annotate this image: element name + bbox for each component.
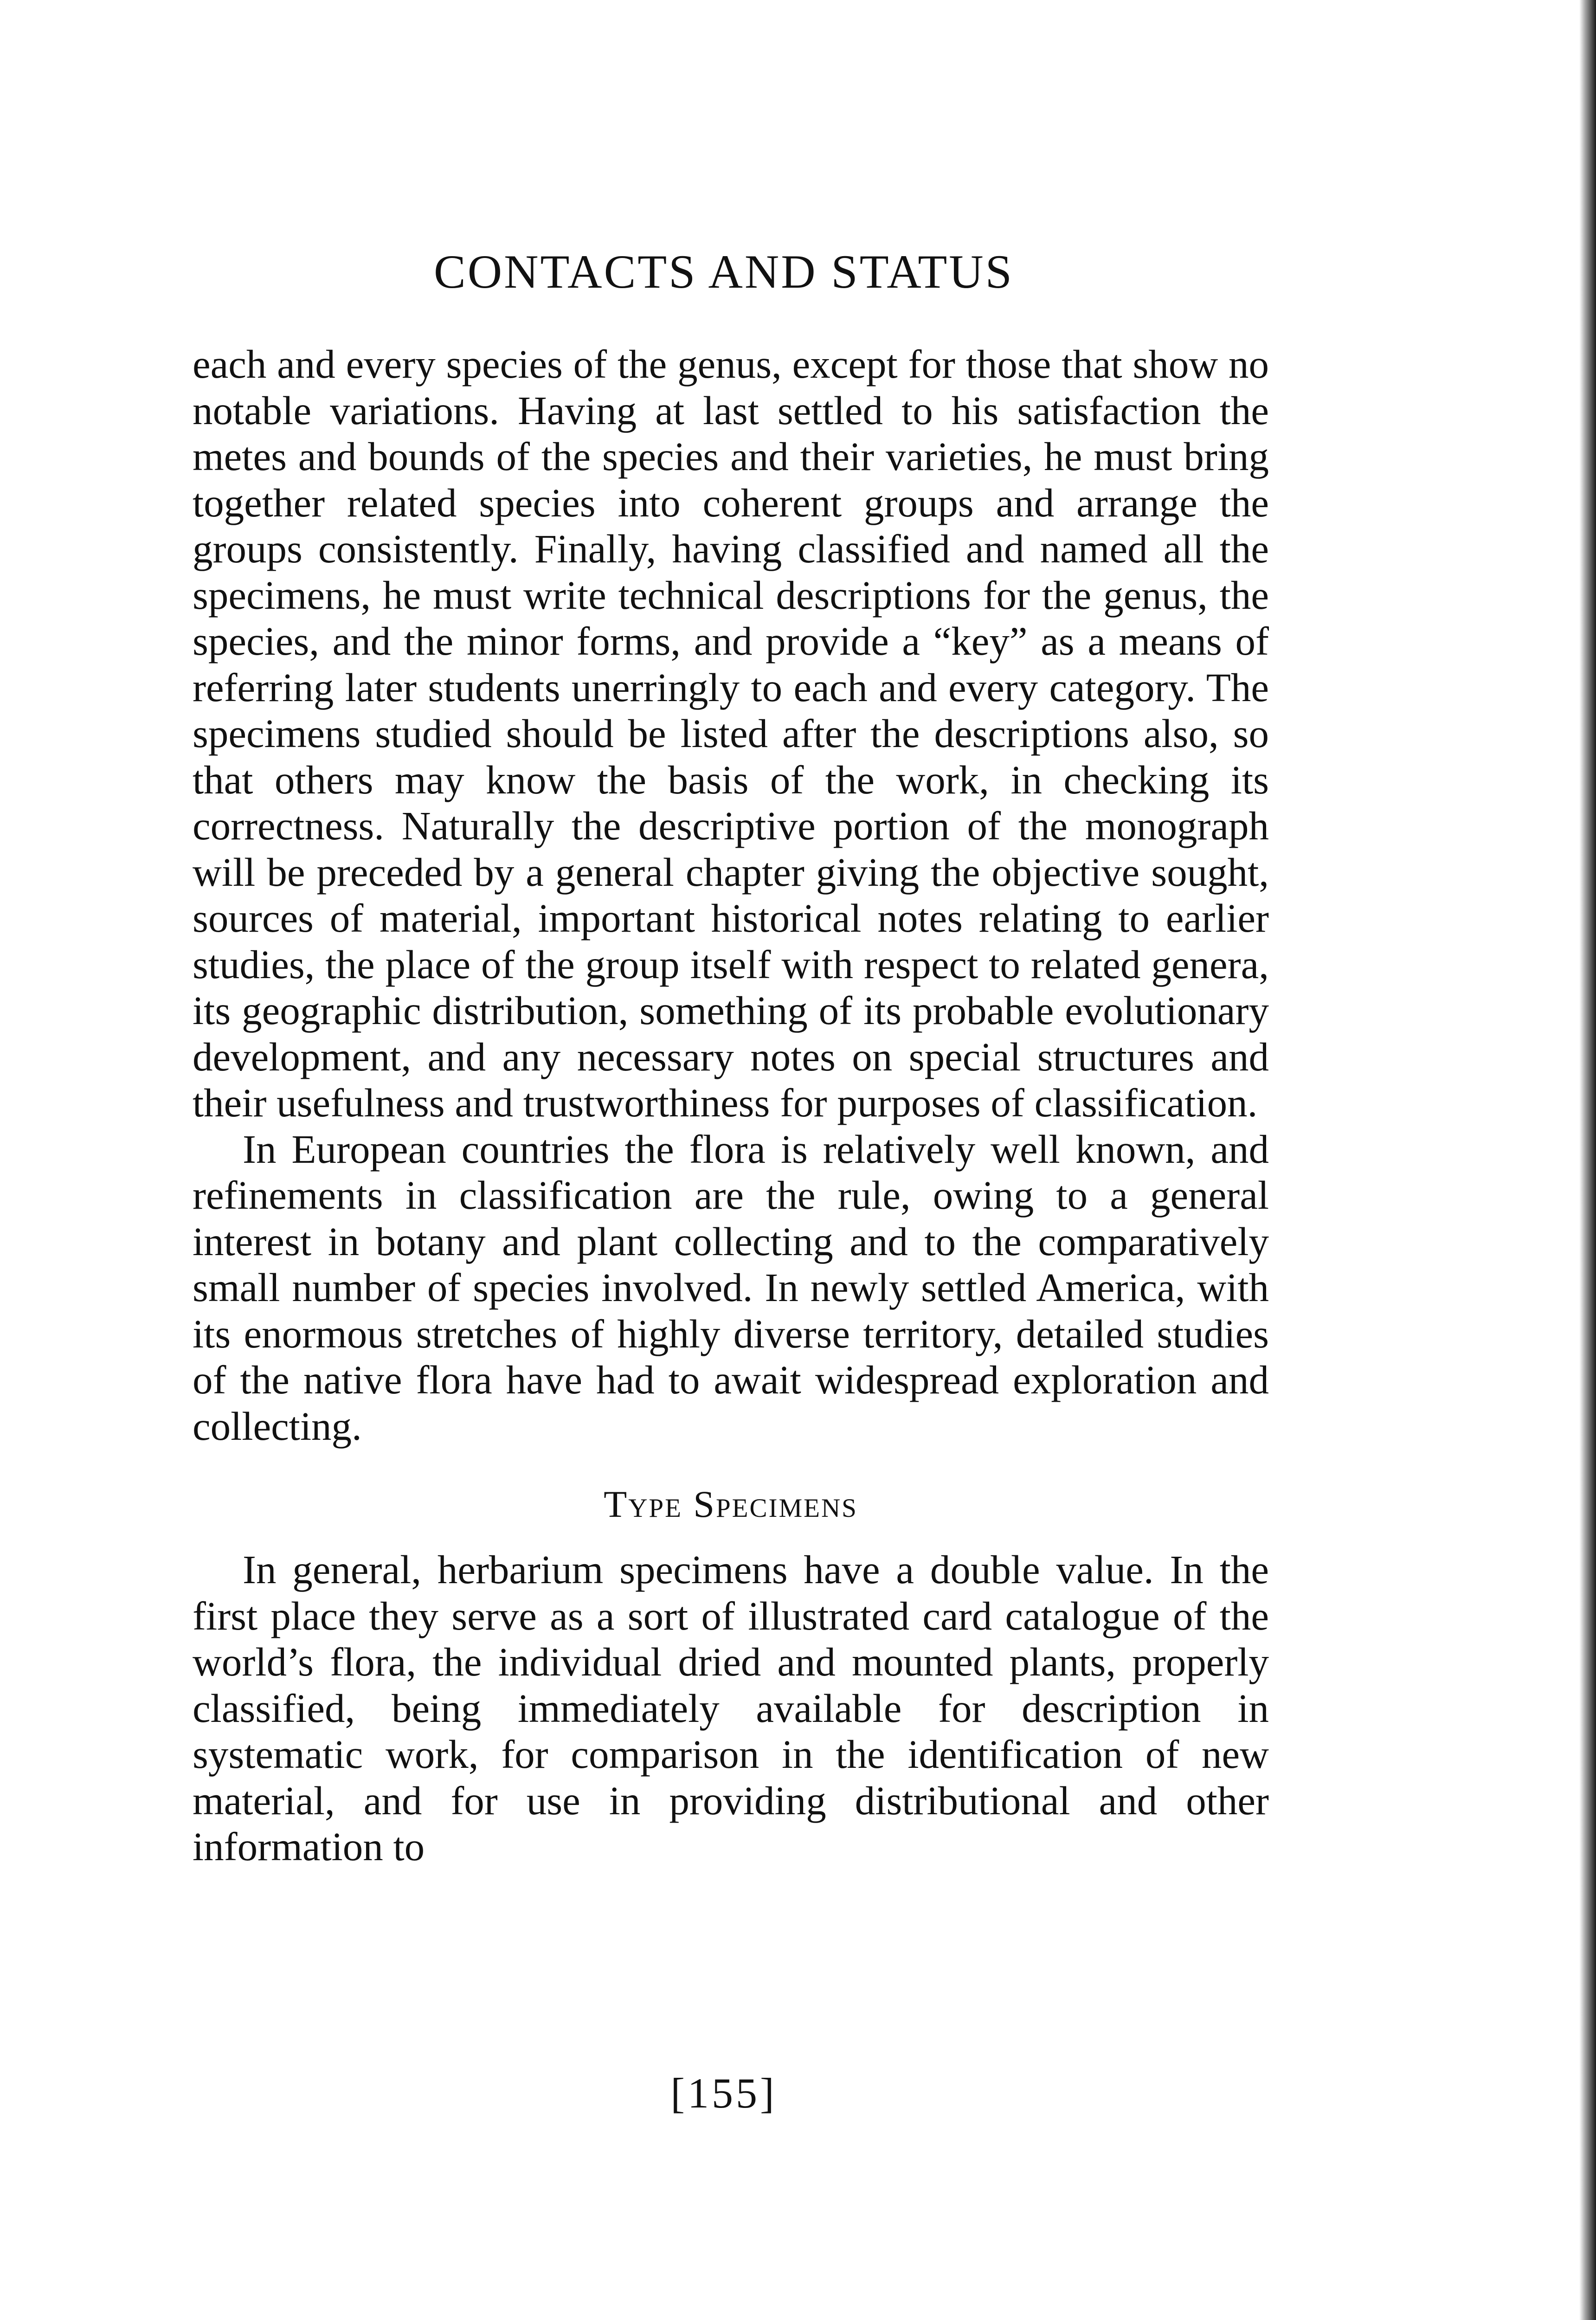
paragraph-continued: each and every species of the genus, except for those that show no notable variations. Having at last settled to his satisfaction the metes and bounds of the species and their varieties, he must bring together related species into coherent groups and arrange the groups consistently. Finally, having classified and named all the specimens, he must write technical descriptions for the genus, the species, and the minor forms, and provide a “key” as a means of referring later students unerringly to each and every category. The specimens studied should be listed after the descriptions also, so that others may know the basis of the work, in checking its correctness. Naturally the descriptive portion of the monograph will be preceded by a general chapter giving the objective sought, sources of material, important historical notes relating to earlier studies, the place of the group itself with respect to related genera, its geographic distribution, something of its probable evolutionary development, and any necessary notes on special structures and their usefulness and trustworthiness for purposes of classification. (193, 342, 1269, 1125)
paragraph-herbarium-specimens: In general, herbarium specimens have a double value. In the first place they serve as a sort of illustrated card catalogue of the world’s flora, the individual dried and mounted plants, properly classified, being immediately available for description in systematic work, for comparison in the identification of new material, and for use in providing distributional and other information to (193, 1547, 1269, 1869)
section-heading-type-specimens: Type Specimens (604, 1483, 858, 1525)
body-text (193, 341, 1269, 1870)
page-edge-shadow (1579, 0, 1596, 2320)
running-head: CONTACTS AND STATUS (434, 245, 1014, 298)
page-number: [155] (670, 2069, 777, 2117)
paragraph-european-flora: In European countries the flora is relatively well known, and refinements in classification are the rule, owing to a general interest in botany and plant collecting and to the comparatively small number of species involved. In newly settled America, with its enormous stretches of highly diverse territory, detailed studies of the native flora have had to await widespread exploration and collecting. (193, 1126, 1269, 1449)
